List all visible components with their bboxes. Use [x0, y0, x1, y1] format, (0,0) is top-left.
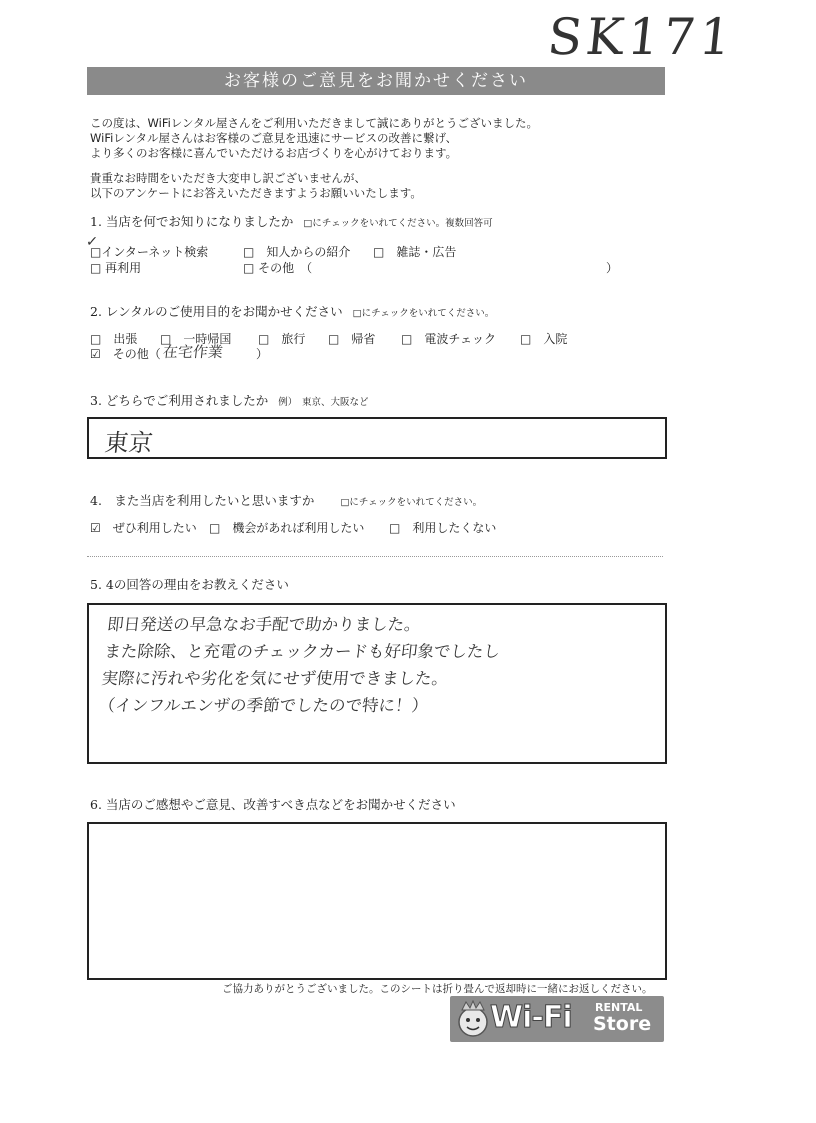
q6-answer-box[interactable]	[87, 822, 667, 980]
serial-number: SK171	[544, 8, 739, 66]
q2-option-temp-return[interactable]: □ 一時帰国	[160, 332, 232, 346]
question-2-title: 2. レンタルのご使用目的をお聞かせください	[90, 304, 343, 319]
q5-answer-line: 実際に汚れや劣化を気にせず使用できました。	[100, 669, 450, 688]
question-3-note: 例） 東京、大阪など	[278, 397, 369, 408]
q2-option-signal-check[interactable]: □ 電波チェック	[401, 332, 496, 346]
question-5	[90, 575, 289, 593]
checkmark-icon: ✓	[85, 234, 99, 250]
q1-option-internet[interactable]: □インターネット検索	[90, 245, 209, 259]
question-1-title: 1. 当店を何でお知りになりましたか	[90, 214, 294, 229]
footer-thanks: ご協力ありがとうございました。このシートは折り畳んで返却時に一緒にお返しください。	[222, 983, 653, 995]
q5-answer	[97, 611, 504, 719]
logo-wifi-text: Wi-Fi	[490, 1000, 572, 1035]
divider	[87, 556, 663, 557]
q1-option-magazine[interactable]: □ 雑誌・広告	[373, 245, 457, 259]
intro-line: WiFiレンタル屋さんはお客様のご意見を迅速にサービスの改善に繋げ、	[90, 131, 458, 145]
q1-option-other-close: ）	[606, 261, 619, 275]
q2-option-homecoming[interactable]: □ 帰省	[328, 332, 376, 346]
q2-option-business-trip[interactable]: □ 出張	[90, 332, 138, 346]
brand-logo	[450, 996, 664, 1042]
q2-other-answer: 在宅作業	[162, 343, 224, 361]
question-6-title: 6. 当店のご感想やご意見、改善すべき点などをお聞かせください	[90, 797, 456, 812]
logo-rental-text: RENTAL	[595, 1001, 643, 1014]
q4-option-no[interactable]: □ 利用したくない	[389, 521, 497, 535]
question-4-title: 4. また当店を利用したいと思いますか	[90, 493, 315, 508]
question-3-title: 3. どちらでご利用されましたか	[90, 393, 269, 408]
mascot-icon	[456, 1000, 490, 1038]
q2-option-other-close: ）	[256, 347, 269, 361]
intro-text	[90, 116, 538, 201]
intro-line: 以下のアンケートにお答えいただきますようお願いいたします。	[90, 186, 422, 200]
question-4-note: □にチェックをいれてください。	[340, 497, 483, 508]
q5-answer-line: 即日発送の早急なお手配で助かりました。	[106, 615, 422, 634]
question-1-note: □にチェックをいれてください。複数回答可	[303, 218, 493, 229]
q3-answer: 東京	[103, 429, 155, 457]
question-4	[90, 491, 482, 509]
q4-option-if-chance[interactable]: □ 機会があれば利用したい	[209, 521, 365, 535]
page-title: お客様のご意見をお聞かせください	[87, 67, 665, 95]
intro-line: 貴重なお時間をいただき大変申し訳ございませんが、	[90, 171, 366, 185]
q5-answer-line: また除除、と充電のチェックカードも好印象でしたし	[103, 642, 501, 661]
q5-answer-box[interactable]	[87, 603, 667, 764]
intro-line: より多くのお客様に喜んでいただけるお店づくりを心がけております。	[90, 146, 458, 160]
logo-store-text: Store	[593, 1013, 652, 1035]
question-6	[90, 795, 456, 813]
q2-option-other[interactable]: ☑ その他（	[90, 347, 161, 361]
question-1	[90, 212, 493, 230]
question-2-note: □にチェックをいれてください。	[352, 308, 495, 319]
question-2	[90, 302, 494, 320]
question-5-title: 5. 4の回答の理由をお教えください	[90, 577, 289, 592]
q5-answer-line: （インフルエンザの季節でしたので特に！）	[97, 696, 430, 715]
intro-line: この度は、WiFiレンタル屋さんをご利用いただきまして誠にありがとうございました。	[90, 116, 539, 130]
q3-answer-box[interactable]	[87, 417, 667, 459]
q1-option-other[interactable]: □ その他 （	[243, 261, 313, 275]
q2-option-hospital[interactable]: □ 入院	[520, 332, 568, 346]
question-3	[90, 391, 369, 409]
q1-option-reuse[interactable]: □ 再利用	[90, 261, 142, 275]
q1-option-referral[interactable]: □ 知人からの紹介	[243, 245, 351, 259]
q4-option-definitely[interactable]: ☑ ぜひ利用したい	[90, 521, 197, 535]
q2-option-travel[interactable]: □ 旅行	[258, 332, 306, 346]
